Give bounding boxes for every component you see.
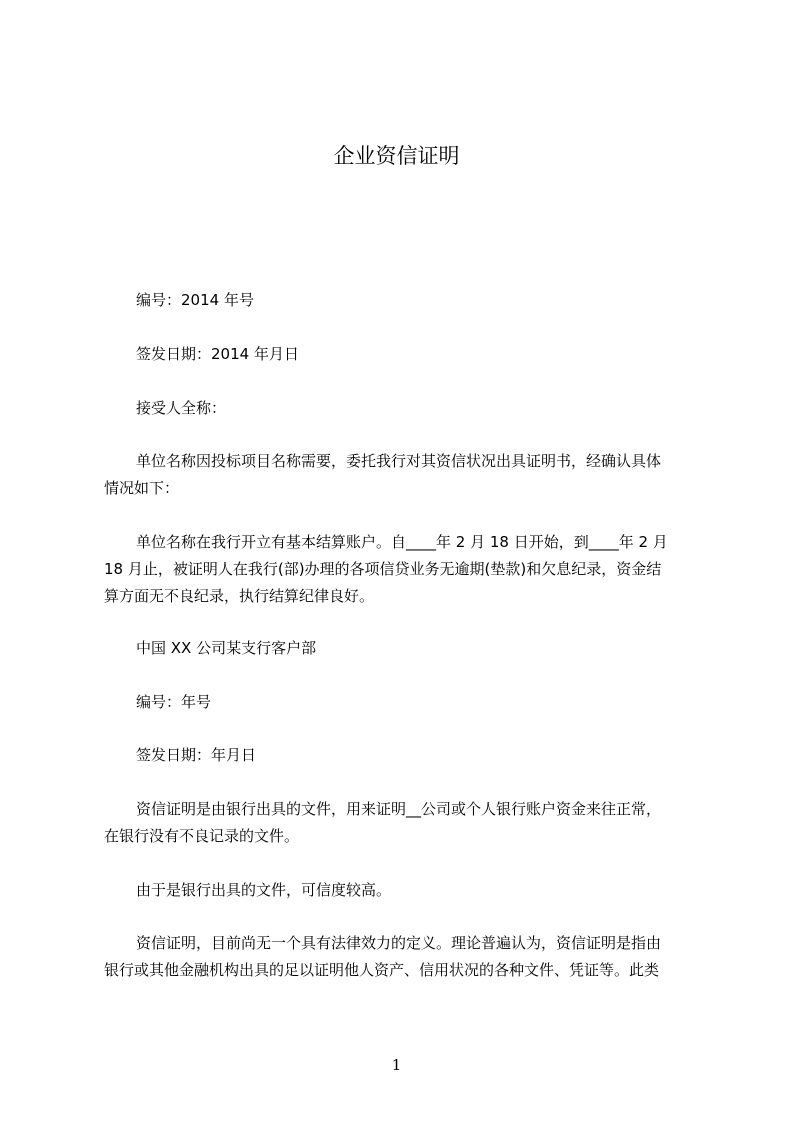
paragraph-3-line: 在银行没有不良记录的文件。 (104, 827, 300, 845)
paragraph-2-line: 18 月止，被证明人在我行(部)办理的各项信贷业务无逾期(垫款)和欠息纪录，资金结 (104, 560, 662, 578)
paragraph-1-line: 单位名称因投标项目名称需要，委托我行对其资信状况出具证明书，经确认具体 (136, 452, 662, 470)
issue-date-field: 签发日期：2014 年月日 (136, 345, 299, 363)
recipient-field: 接受人全称： (136, 399, 227, 417)
page-number: 1 (391, 1056, 402, 1074)
signature-issue-date: 签发日期：年月日 (136, 746, 257, 764)
paragraph-3-line: 资信证明是由银行出具的文件，用来证明__公司或个人银行账户资金来往正常， (136, 800, 662, 818)
paragraph-1-line: 情况如下： (104, 479, 180, 497)
issuer-name: 中国 XX 公司某支行客户部 (136, 639, 317, 657)
paragraph-2-line: 算方面无不良纪录，执行结算纪律良好。 (104, 587, 375, 605)
paragraph-4: 由于是银行出具的文件，可信度较高。 (136, 881, 392, 899)
paragraph-5-line: 资信证明，目前尚无一个具有法律效力的定义。理论普遍认为，资信证明是指由 (136, 934, 662, 952)
number-field: 编号：2014 年号 (136, 291, 254, 309)
paragraph-2-line: 单位名称在我行开立有基本结算账户。自____年 2 月 18 日开始，到____年 2 月 (136, 533, 668, 551)
signature-number: 编号：年号 (136, 693, 212, 711)
paragraph-5-line: 银行或其他金融机构出具的足以证明他人资产、信用状况的各种文件、凭证等。此类 (104, 961, 660, 979)
document-title: 企业资信证明 (333, 144, 460, 168)
